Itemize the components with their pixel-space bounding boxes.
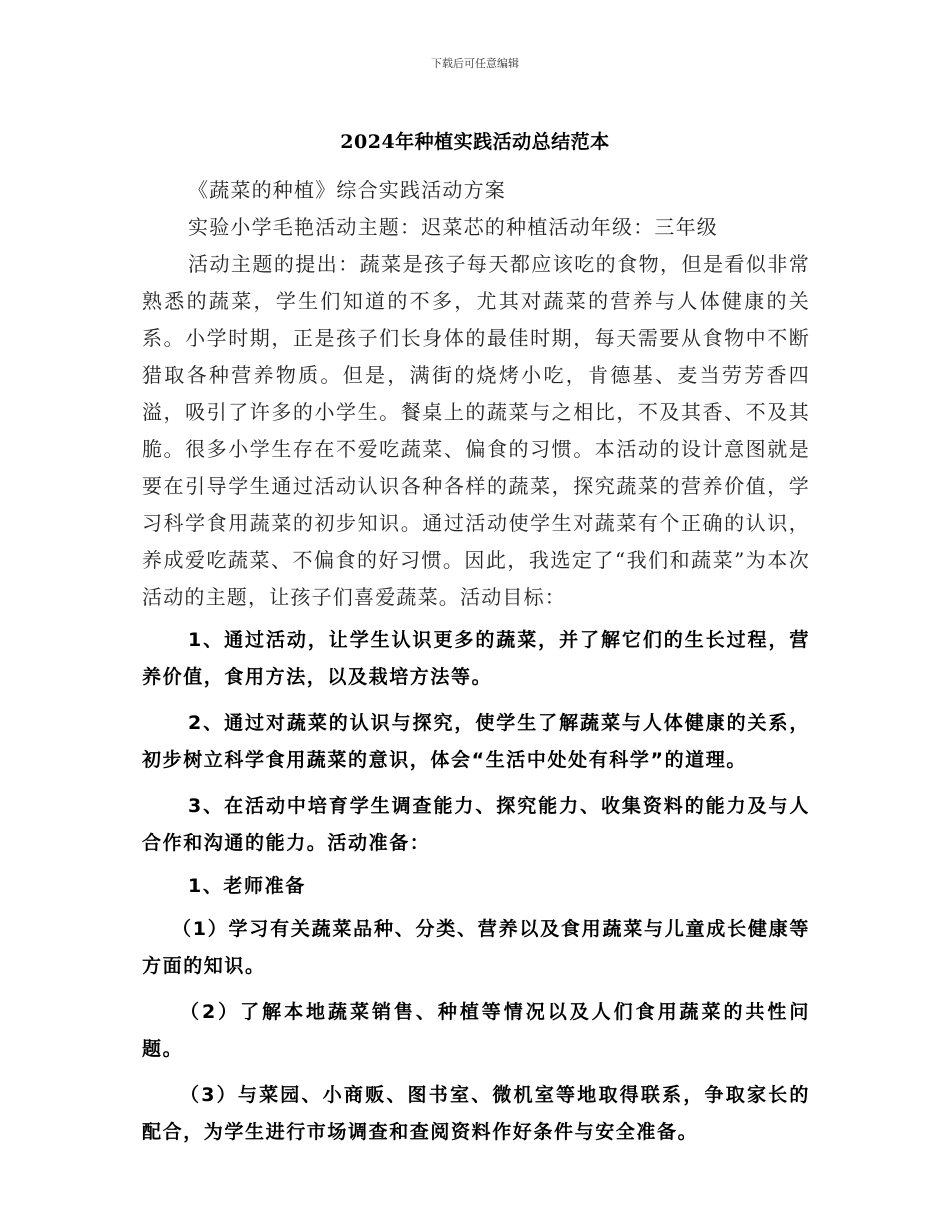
paragraph-teacher-prep: 1、老师准备 bbox=[188, 875, 306, 897]
paragraph-goal-2: 2、通过对蔬菜的认识与探究，使学生了解蔬菜与人体健康的关系，初步树立科学食用蔬菜的意识，体会“生活中处处有科学”的道理。 bbox=[142, 712, 810, 771]
paragraph-plan-title: 《蔬菜的种植》综合实践活动方案 bbox=[188, 178, 506, 202]
document-title: 2024年种植实践活动总结范本 bbox=[340, 131, 610, 153]
paragraph-prep-item-1: （1）学习有关蔬菜品种、分类、营养以及食用蔬菜与儿童成长健康等方面的知识。 bbox=[142, 918, 810, 977]
paragraph-background: 活动主题的提出：蔬菜是孩子每天都应该吃的食物，但是看似非常熟悉的蔬菜，学生们知道的不多，尤其对蔬菜的营养与人体健康的关系。小学时期，正是孩子们长身体的最佳时期，每天需要从食物中不断猎取各种营养物质。但是，满街的烧烤小吃，肯德基、麦当劳芳香四溢，吸引了许多的小学生。餐桌上的蔬菜与之相比，不及其香、不及其脆。很多小学生存在不爱吃蔬菜、偏食的习惯。本活动的设计意图就是要在引导学生通过活动认识各种各样的蔬菜，探究蔬菜的营养价值，学习科学食用蔬菜的初步知识。通过活动使学生对蔬菜有个正确的认识，养成爱吃蔬菜、不偏食的好习惯。因此，我选定了“我们和蔬菜”为本次活动的主题，让孩子们喜爱蔬菜。活动目标： bbox=[142, 252, 810, 609]
paragraph-subject: 实验小学毛艳活动主题：迟菜芯的种植活动年级：三年级 bbox=[188, 215, 718, 239]
document-body bbox=[142, 172, 810, 1151]
paragraph-goal-1: 1、通过活动，让学生认识更多的蔬菜，并了解它们的生长过程，营养价值，食用方法，以及栽培方法等。 bbox=[142, 629, 810, 688]
paragraph-goal-3: 3、在活动中培育学生调查能力、探究能力、收集资料的能力及与人合作和沟通的能力。活动准备： bbox=[142, 795, 810, 854]
paragraph-prep-item-2: （2）了解本地蔬菜销售、种植等情况以及人们食用蔬菜的共性问题。 bbox=[142, 1001, 810, 1060]
header-note: 下载后可任意编辑 bbox=[431, 57, 519, 70]
paragraph-prep-item-3: （3）与菜园、小商贩、图书室、微机室等地取得联系，争取家长的配合，为学生进行市场调查和查阅资料作好条件与安全准备。 bbox=[142, 1084, 810, 1143]
